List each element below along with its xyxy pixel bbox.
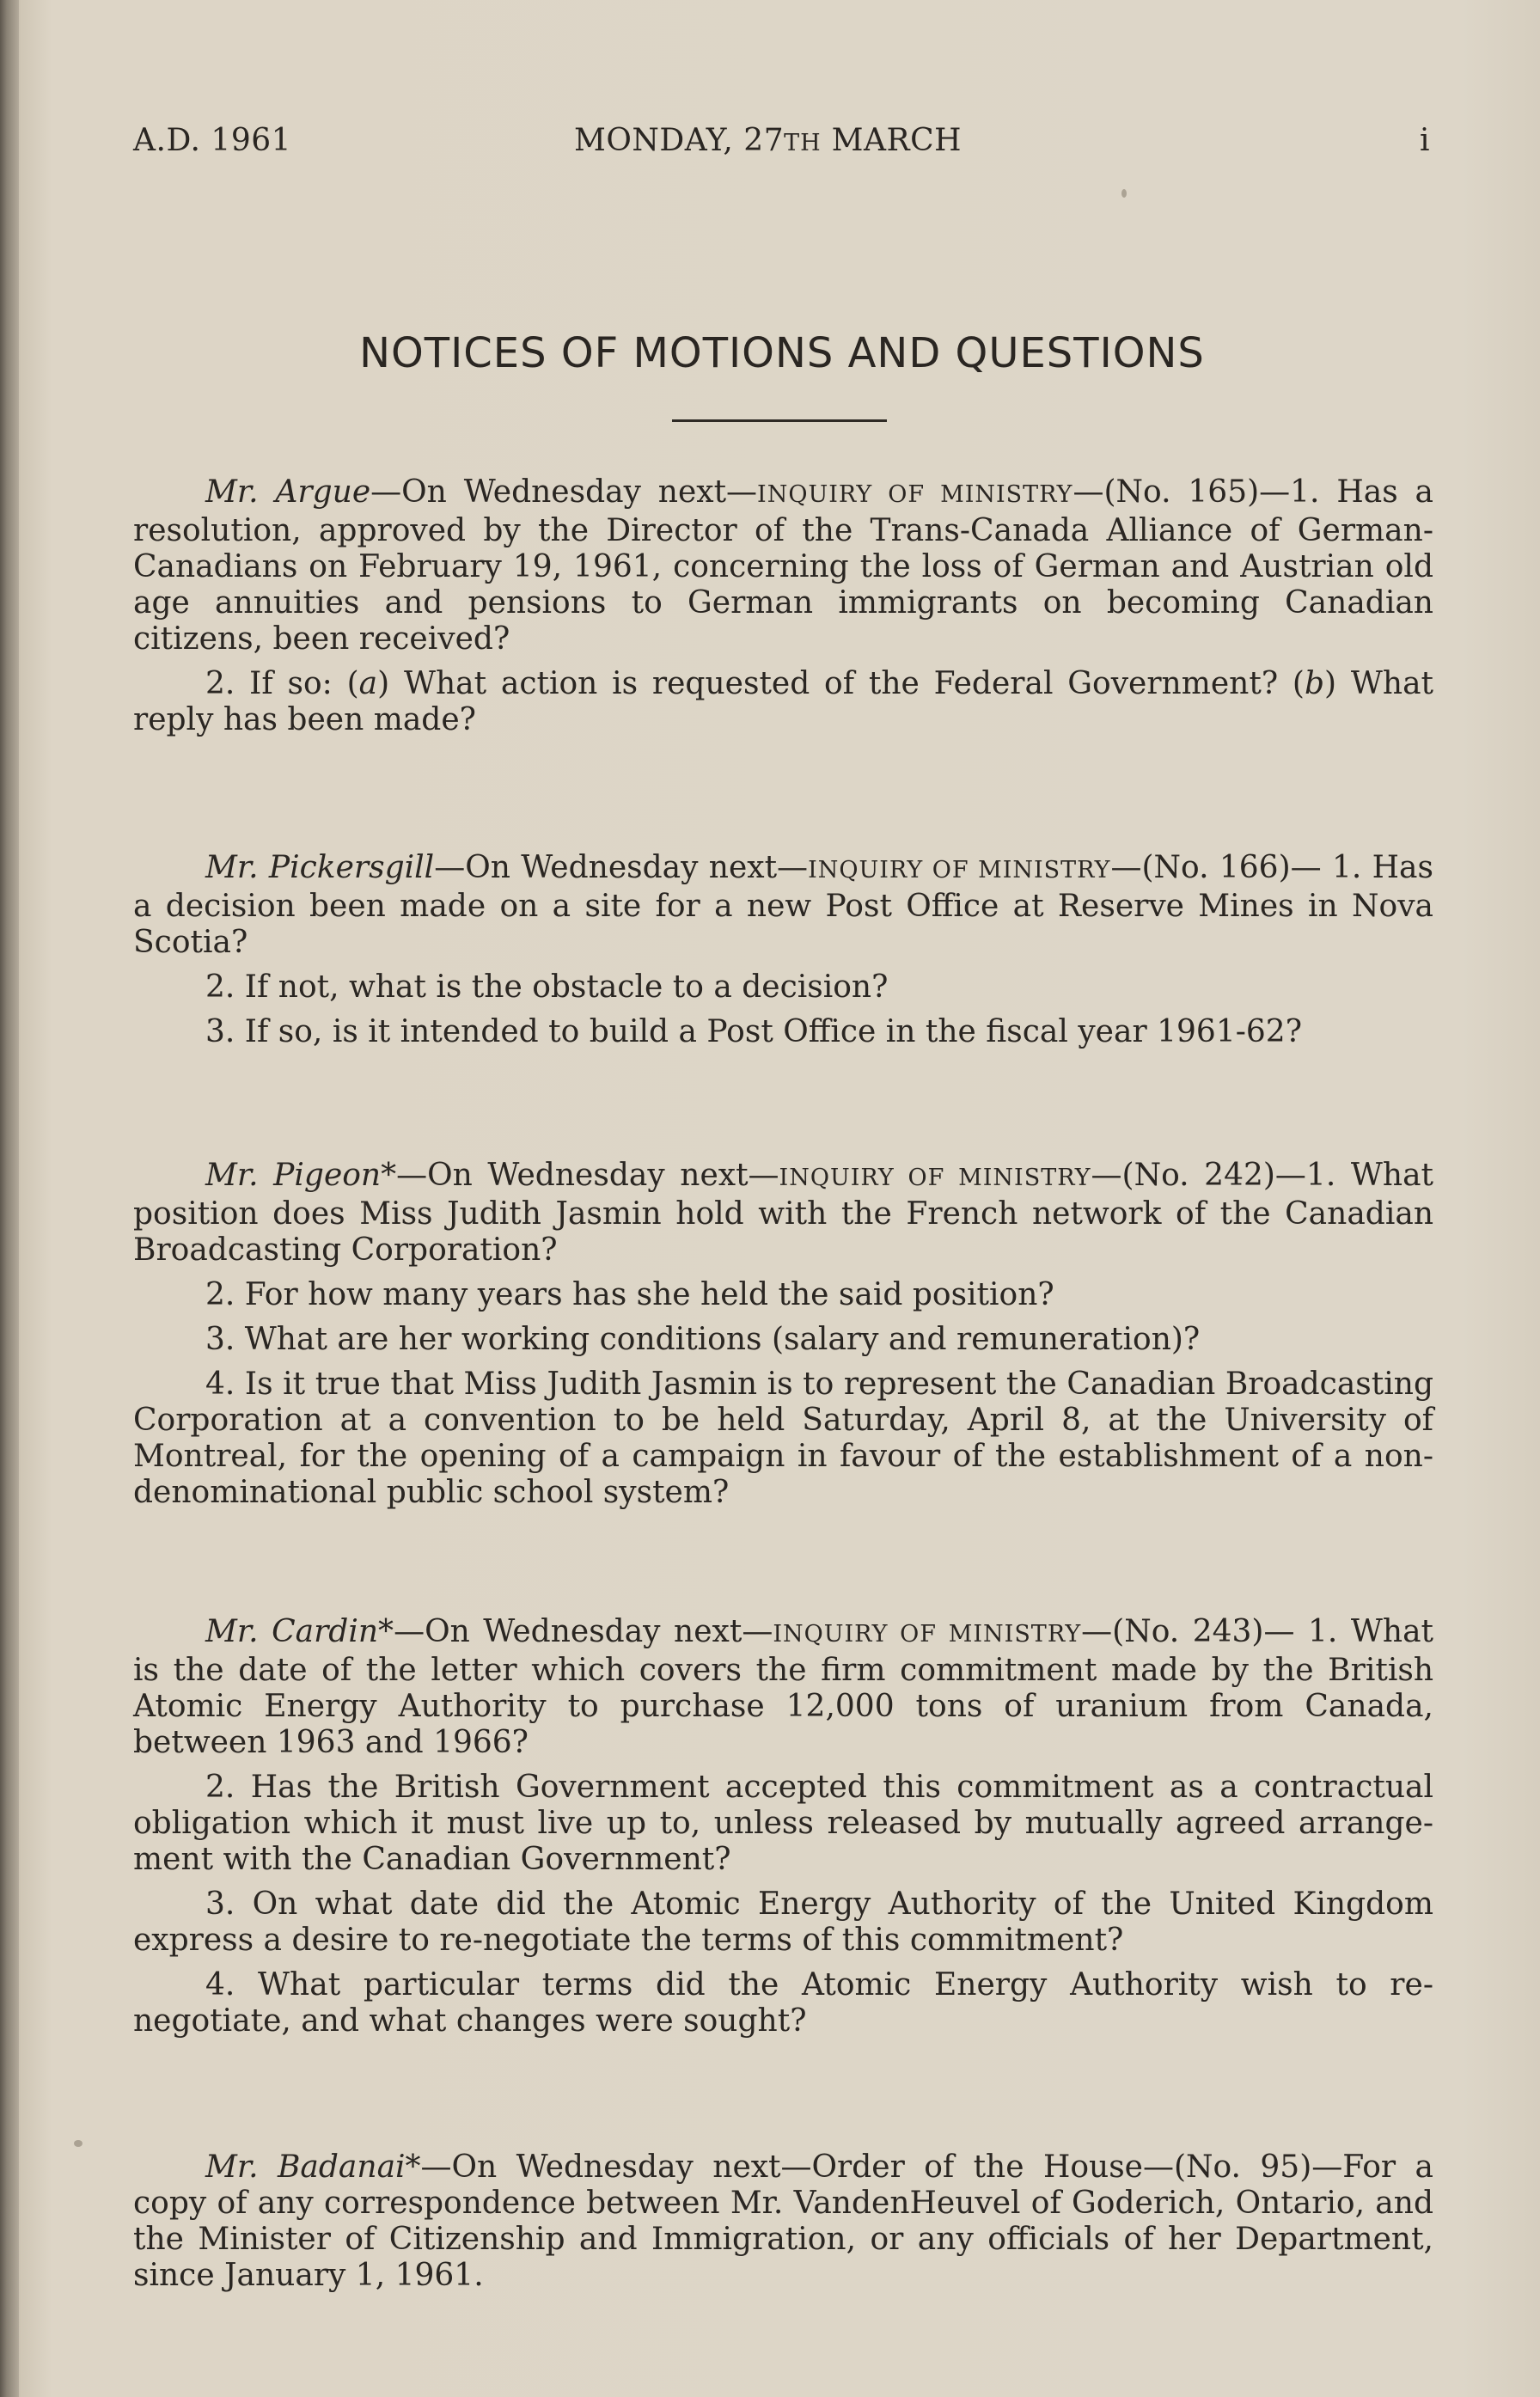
member-name: Mr. Pickersgill [205, 850, 435, 885]
question-subpart-letter: b [1304, 666, 1325, 701]
question-text: —(No. 166)— 1. Has a decision been made on a site for a new Post Office at Reserve Mines in Nova Scotia? [133, 850, 1433, 960]
notice-argue [133, 474, 1433, 738]
notice-intro [133, 2149, 1433, 2294]
ink-smudge [1121, 189, 1127, 198]
page-number: i [1420, 123, 1431, 158]
notice-timing: —On Wednesday next— [434, 850, 809, 885]
question-item: 2. Has the British Government accepted this commitment as a contractual obligation which it must live up to, unless released by mutually agreed arrangement with the Canadian Government? [133, 1770, 1433, 1877]
question-text: ) What reply has been made? [133, 666, 1433, 737]
title-rule [672, 419, 887, 422]
notice-cardin [133, 1614, 1433, 2039]
question-item [133, 666, 1433, 738]
notice-pigeon [133, 1158, 1433, 1511]
member-name: Mr. Cardin* [205, 1614, 394, 1649]
date-label [574, 123, 962, 158]
notice-timing: —On Wednesday next— [396, 1158, 779, 1193]
question-text: —On Wednesday next—Order of the House—(No. 95)—For a copy of any correspondence between Mr. VandenHeuvel of Goderich, Ontario, and the Minister of Citizenship and Immigration, or any officials of her Department, since January 1, 1961. [133, 2149, 1434, 2293]
notice-intro [133, 474, 1433, 657]
notice-intro [133, 850, 1433, 961]
question-item: 3. On what date did the Atomic Energy Authority of the United Kingdom express a desire to re-negotiate the terms of this commitment? [133, 1886, 1433, 1958]
question-item: 3. If so, is it intended to build a Post Office in the fiscal year 1961-62? [205, 1014, 1302, 1049]
question-text: —(No. 242)—1. What position does Miss Judith Jasmin hold with the French network of the Canadian Broadcasting Corporation? [133, 1158, 1434, 1268]
question-text: 2. If so: ( [205, 666, 359, 701]
notice-type: INQUIRY OF MINISTRY [808, 857, 1111, 884]
notice-pickersgill [133, 850, 1433, 1050]
member-name: Mr. Pigeon* [205, 1158, 397, 1193]
question-item: 2. If not, what is the obstacle to a decision? [205, 969, 889, 1005]
question-item: 4. What particular terms did the Atomic Energy Authority wish to renegotiate, and what changes were sought? [133, 1967, 1433, 2039]
question-item: 2. For how many years has she held the said position? [205, 1277, 1054, 1312]
notice-badanai [133, 2149, 1433, 2294]
question-subpart-letter: a [358, 666, 378, 701]
notice-type: INQUIRY OF MINISTRY [757, 481, 1073, 508]
notice-timing: —On Wednesday next— [394, 1614, 773, 1649]
notice-timing: —On Wednesday next— [370, 474, 758, 510]
member-name: Mr. Argue [205, 474, 371, 510]
question-text: —(No. 165)—1. Has a resolution, approved by the Director of the Trans-Canada Alliance of German-Canadians on February 19, 1961, concerning the loss of German and Austrian old age annuities and pensions to German immigrants on becoming Canadian citizens, been received? [133, 474, 1433, 657]
year-label: A.D. 1961 [133, 123, 292, 158]
question-text: ) What action is requested of the Federal Government? ( [377, 666, 1305, 701]
date-month: MARCH [831, 123, 962, 158]
running-head [0, 123, 1540, 166]
question-text: —(No. 243)— 1. What is the date of the letter which covers the firm commitment made by the British Atomic Energy Authority to purchase 12,000 tons of uranium from Canada, between 1963 and 1966? [133, 1614, 1434, 1760]
notice-intro [133, 1158, 1433, 1269]
question-item: 4. Is it true that Miss Judith Jasmin is to represent the Canadian Broadcasting Corporation at a convention to be held Saturday, April 8, at the University of Montreal, for the opening of a campaign in favour of the establishment of a non-denominational public school system? [133, 1367, 1433, 1510]
date-ordinal-suffix: TH [784, 130, 822, 156]
notice-type: INQUIRY OF MINISTRY [779, 1165, 1091, 1191]
ink-smudge [74, 2140, 82, 2147]
member-name: Mr. Badanai* [205, 2149, 421, 2185]
page-title: NOTICES OF MOTIONS AND QUESTIONS [359, 329, 1205, 377]
date-prefix: MONDAY, 27 [574, 123, 785, 158]
notice-intro [133, 1614, 1433, 1761]
notice-type: INQUIRY OF MINISTRY [773, 1621, 1082, 1648]
question-item: 3. What are her working conditions (salary and remuneration)? [205, 1322, 1201, 1357]
